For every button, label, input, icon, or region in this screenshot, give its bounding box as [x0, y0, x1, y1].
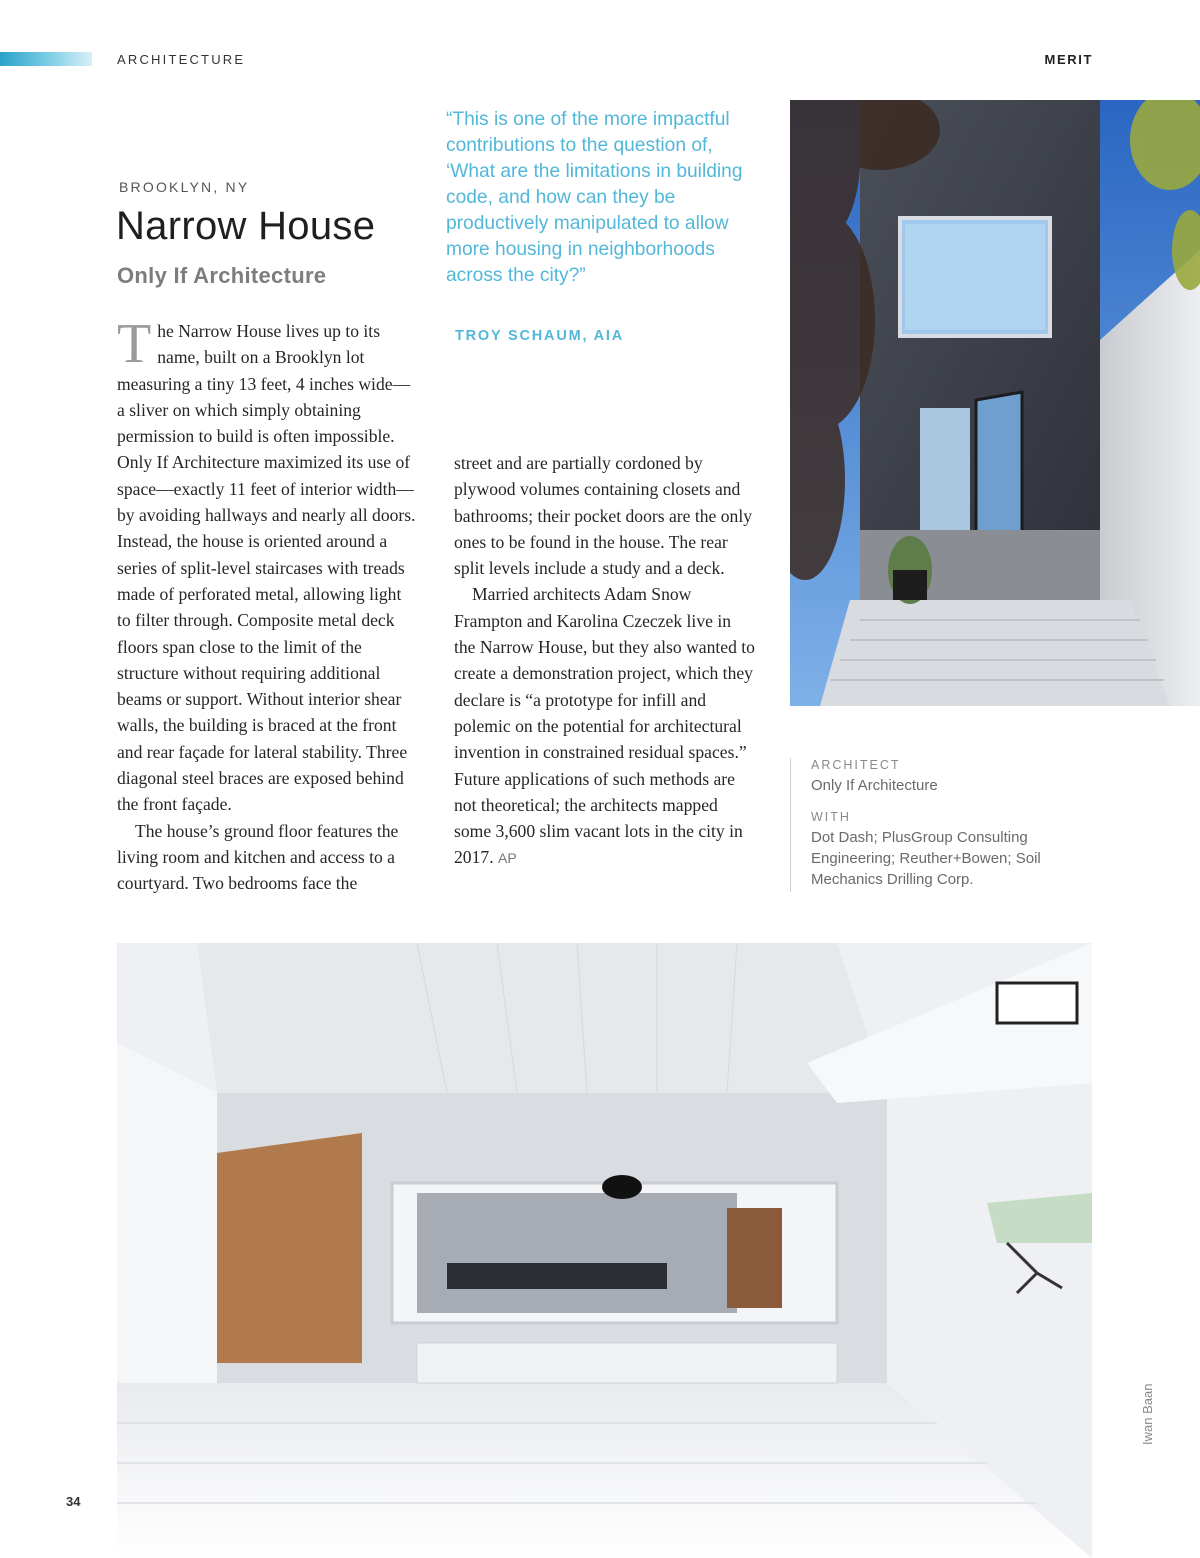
project-location: BROOKLYN, NY [119, 179, 250, 195]
award-label: MERIT [1044, 52, 1093, 67]
credits-block [790, 758, 1101, 892]
project-firm: Only If Architecture [117, 263, 327, 288]
pull-quote-author: TROY SCHAUM, AIA [455, 328, 624, 344]
author-signoff: AP [498, 850, 517, 867]
drop-cap: T [117, 313, 152, 375]
body-paragraph-3 [454, 581, 756, 871]
body-column-2 [454, 450, 756, 872]
body-paragraph-1-text: he Narrow House lives up to its name, built on a Brooklyn lot measuring a tiny 13 feet, 4 inches wide—a sliver on which simply obtaining permission to build is often impossible. Only If Architecture maximized its use of space—exactly 11 feet of interior width—by avoiding hallways and nearly all doors. Instead, the house is oriented around a series of split-level staircases with treads made of perforated metal, allowing light to filter through. Composite metal deck floors span close to the limit of the structure without requiring additional beams or support. Without interior shear walls, the building is braced at the front and rear façade for lateral stability. Three diagonal steel braces are exposed behind the front façade. [117, 321, 416, 815]
photo-credit: Iwan Baan [1140, 1383, 1155, 1445]
exterior-photo [790, 100, 1200, 706]
body-paragraph-2-start: The house’s ground floor features the living room and kitchen and access to a courtyard. Two bedrooms face the [117, 820, 399, 894]
collaborators-list: Dot Dash; PlusGroup Consulting Engineering; Reuther+Bowen; Soil Mechanics Drilling Corp. [811, 829, 1041, 888]
body-paragraph-1 [117, 313, 417, 818]
section-label: ARCHITECTURE [117, 52, 246, 67]
architect-name: Only If Architecture [811, 777, 938, 794]
project-title: Narrow House [116, 204, 376, 248]
body-column-1 [117, 313, 417, 897]
interior-photo [117, 943, 1092, 1558]
page-number: 34 [66, 1494, 81, 1509]
pull-quote: “This is one of the more impactful contributions to the question of, ‘What are the limitations in building code, and how can they be productively manipulated to allow more housing in neighborhoods across the city?” [446, 109, 743, 286]
body-paragraph-2-end: street and are partially cordoned by plywood volumes containing closets and bathrooms; their pocket doors are the only ones to be found in the house. The rear split levels include a study and a deck. [454, 453, 753, 579]
interior-photo-illustration [117, 943, 1092, 1558]
body-paragraph-3-text: Married architects Adam Snow Frampton and Karolina Czeczek live in the Narrow House, but they also wanted to create a demonstration project, which they declare is “a prototype for infill and polemic on the potential for architectural invention in constrained residual spaces.” Future applications of such methods are not theoretical; the architects mapped some 3,600 slim vacant lots in the city in 2017. [454, 584, 755, 868]
architect-label: ARCHITECT [811, 758, 901, 772]
section-accent-bar [0, 52, 92, 66]
exterior-photo-illustration [790, 100, 1200, 706]
collaborators-label: WITH [811, 810, 851, 824]
